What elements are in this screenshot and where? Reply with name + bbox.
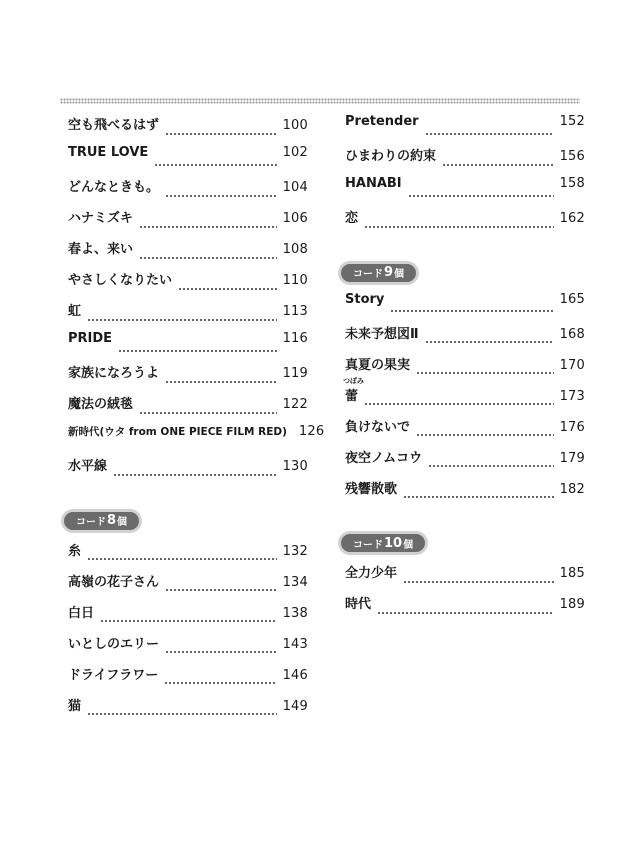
- page-number: 149: [282, 698, 308, 714]
- song-title: 魔法の絨毯: [68, 397, 134, 412]
- toc-entry[interactable]: [345, 207, 585, 238]
- dot-leader: [87, 713, 277, 715]
- dot-leader: [403, 496, 554, 498]
- toc-entry[interactable]: [345, 323, 585, 354]
- song-title: ハナミズキ: [68, 211, 134, 226]
- song-title: やさしくなりたい: [68, 273, 173, 288]
- page-number: 132: [282, 543, 308, 559]
- section-badge-code-10: [341, 534, 425, 552]
- page-number: 108: [282, 242, 308, 257]
- toc-entry[interactable]: [345, 478, 585, 509]
- toc-entry[interactable]: [68, 207, 308, 238]
- song-title: 真夏の果実: [345, 357, 411, 373]
- toc-entry[interactable]: [345, 114, 585, 145]
- dot-leader: [390, 310, 553, 312]
- song-title: 家族になろうよ: [68, 366, 160, 381]
- page-number: 170: [559, 357, 585, 373]
- section-badge-code-9: [341, 264, 416, 282]
- song-title: HANABI: [345, 176, 402, 191]
- dot-leader: [165, 651, 277, 653]
- page-number: 106: [282, 211, 308, 226]
- page-number: 182: [559, 481, 585, 497]
- song-title: 空も飛べるはず: [68, 118, 160, 133]
- song-title: Pretender: [345, 114, 419, 129]
- ruby-reading: つぼみ: [343, 376, 364, 385]
- toc-entry[interactable]: [68, 238, 308, 269]
- badge-suffix: 個: [403, 539, 414, 551]
- page-number: 143: [282, 636, 308, 652]
- page-number: 162: [559, 211, 585, 226]
- page-number: 113: [282, 304, 308, 319]
- song-title: Story: [345, 291, 385, 307]
- toc-entry[interactable]: [345, 354, 585, 385]
- dot-leader: [425, 133, 554, 135]
- song-title: ひまわりの約束: [345, 149, 437, 164]
- page-number: 173: [559, 388, 585, 404]
- toc-entry[interactable]: [68, 664, 308, 695]
- page-number: 189: [559, 597, 585, 612]
- dot-leader: [165, 381, 277, 383]
- page-number: 104: [282, 180, 308, 195]
- dot-leader: [364, 403, 554, 405]
- toc-entry[interactable]: [68, 455, 308, 486]
- toc-entry[interactable]: [68, 571, 308, 602]
- toc-right-column: [345, 114, 585, 624]
- toc-entry[interactable]: [68, 331, 308, 362]
- badge-prefix: コード: [353, 269, 383, 280]
- dot-leader: [113, 474, 277, 476]
- badge-prefix: コード: [353, 539, 383, 551]
- section-gap: [345, 509, 585, 533]
- badge-prefix: コード: [76, 517, 106, 528]
- song-title: 全力少年: [345, 566, 398, 581]
- song-title-with-ruby: [343, 376, 364, 404]
- song-title: 水平線: [68, 459, 108, 474]
- song-title: 未来予想図Ⅱ: [345, 326, 419, 342]
- dot-leader: [377, 612, 554, 614]
- badge-suffix: 個: [394, 269, 405, 280]
- dot-leader: [87, 319, 277, 321]
- badge-number: 10: [384, 535, 403, 551]
- page-number: 100: [282, 118, 308, 133]
- page-number: 179: [559, 450, 585, 466]
- dot-leader: [403, 581, 554, 583]
- badge-suffix: 個: [117, 517, 128, 528]
- song-title: 夜空ノムコウ: [345, 450, 423, 466]
- toc-entry[interactable]: [345, 562, 585, 593]
- toc-entry[interactable]: [343, 376, 585, 416]
- song-title: PRIDE: [68, 331, 113, 346]
- toc-entry[interactable]: [68, 633, 308, 664]
- page-number: 122: [282, 397, 308, 412]
- toc-entry[interactable]: [68, 540, 308, 571]
- toc-entry[interactable]: [345, 447, 585, 478]
- toc-entry[interactable]: [68, 393, 308, 424]
- page-number: 176: [559, 419, 585, 435]
- toc-entry[interactable]: [68, 424, 325, 455]
- dot-leader: [139, 226, 277, 228]
- dot-leader: [165, 133, 277, 135]
- toc-entry[interactable]: [345, 292, 585, 323]
- song-title: 虹: [68, 304, 82, 319]
- toc-left-column: [68, 114, 325, 726]
- dot-leader: [364, 226, 554, 228]
- page-number: 146: [282, 667, 308, 683]
- song-title: 蕾: [345, 388, 359, 404]
- section-gap: [68, 486, 308, 510]
- song-title: 残響散歌: [345, 481, 398, 497]
- song-title: いとしのエリー: [68, 636, 160, 652]
- song-title: 負けないで: [345, 419, 411, 435]
- dot-leader: [87, 558, 277, 560]
- page-number: 158: [559, 176, 585, 191]
- toc-entry[interactable]: [68, 176, 308, 207]
- dot-leader: [139, 412, 277, 414]
- song-title: 白日: [68, 605, 95, 621]
- toc-entry[interactable]: [68, 269, 308, 300]
- page-number: 152: [559, 114, 585, 129]
- badge-number: 8: [107, 513, 117, 528]
- badge-number: 9: [384, 265, 394, 280]
- page-number: 119: [282, 366, 308, 381]
- dot-leader: [164, 682, 276, 684]
- page-number: 165: [559, 291, 585, 307]
- toc-entry[interactable]: [345, 593, 585, 624]
- toc-entry[interactable]: [345, 176, 585, 207]
- song-title: 新時代(ウタ from ONE PIECE FILM RED): [68, 426, 287, 438]
- toc-entry[interactable]: [68, 114, 308, 145]
- song-title: 高嶺の花子さん: [68, 574, 160, 590]
- toc-entry[interactable]: [345, 145, 585, 176]
- song-title: 恋: [345, 211, 359, 226]
- dot-leader: [165, 589, 277, 591]
- song-title: 猫: [68, 698, 82, 714]
- page-number: 130: [282, 459, 308, 474]
- dot-leader: [408, 195, 554, 197]
- page-number: 168: [559, 326, 585, 342]
- toc-entry[interactable]: [345, 416, 585, 447]
- toc-entry[interactable]: [68, 602, 308, 633]
- song-title: ドライフラワー: [68, 667, 159, 683]
- toc-entry[interactable]: [68, 362, 308, 393]
- dot-leader: [425, 341, 554, 343]
- page-number: 138: [282, 605, 308, 621]
- song-title: 糸: [68, 543, 82, 559]
- section-badge-code-8: [64, 512, 139, 530]
- page-number: 102: [282, 145, 308, 160]
- page-number: 156: [559, 149, 585, 164]
- dot-leader: [416, 434, 554, 436]
- song-title: TRUE LOVE: [68, 145, 149, 160]
- dot-leader: [139, 257, 277, 259]
- page-number: 116: [282, 331, 308, 346]
- song-title: 春よ、来い: [68, 242, 134, 257]
- toc-entry[interactable]: [68, 300, 308, 331]
- song-title: 時代: [345, 597, 372, 612]
- page-number: 110: [282, 273, 308, 288]
- dot-leader: [118, 350, 277, 352]
- dot-leader: [442, 164, 554, 166]
- dot-leader: [165, 195, 277, 197]
- dot-leader: [428, 465, 553, 467]
- section-gap: [345, 238, 585, 262]
- dot-leader: [154, 164, 276, 166]
- song-title: どんなときも。: [68, 180, 160, 195]
- toc-entry[interactable]: [68, 145, 308, 176]
- dot-leader: [416, 372, 554, 374]
- top-dotted-rule: [60, 98, 580, 104]
- dot-leader: [100, 620, 277, 622]
- dot-leader: [178, 288, 277, 290]
- page-number: 185: [559, 566, 585, 581]
- toc-entry[interactable]: [68, 695, 308, 726]
- page-number: 126: [298, 424, 325, 439]
- page-number: 134: [282, 574, 308, 590]
